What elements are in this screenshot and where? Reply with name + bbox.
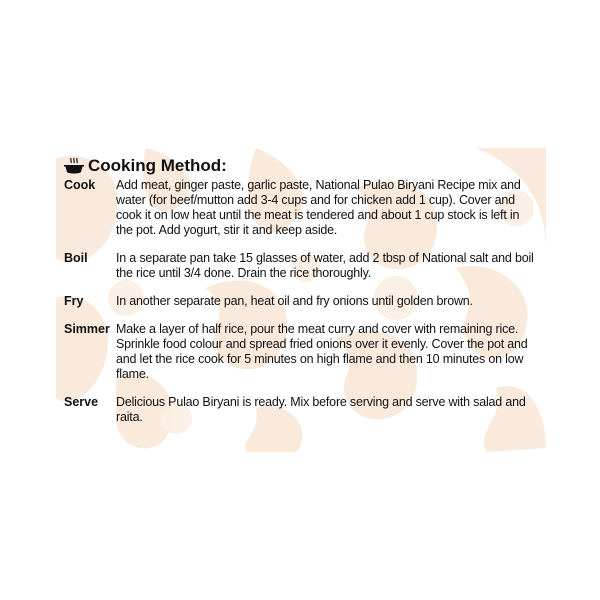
step-name: Cook [64, 178, 96, 192]
step-text: Make a layer of half rice, pour the meat curry and cover with remaining rice. Sprinkle food colour and spread fried onions over it evenly. Cover the pot and and let the rice cook for 5 minutes on high flame and then 10 minutes on low flame. [116, 322, 528, 381]
step-text: In another separate pan, heat oil and fry onions until golden brown. [116, 294, 473, 308]
cooking-pot-icon [64, 157, 84, 175]
step-text: In a separate pan take 15 glasses of water, add 2 tbsp of National salt and boil the rice until 3/4 done. Drain the rice thoroughly. [116, 251, 534, 280]
step-simmer [64, 322, 538, 382]
step-fry [64, 294, 538, 309]
cooking-method-card [56, 148, 546, 452]
step-name: Boil [64, 251, 88, 265]
step-boil [64, 251, 538, 281]
step-text: Delicious Pulao Biryani is ready. Mix before serving and serve with salad and raita. [116, 395, 526, 424]
step-serve [64, 395, 538, 425]
step-name: Serve [64, 395, 99, 409]
step-text: Add meat, ginger paste, garlic paste, National Pulao Biryani Recipe mix and water (for beef/mutton add 3-4 cups and for chicken add 1 cup). Cover and cook it on low heat until the meat is tendered and about 1 cup stock is left in the pot. Add yogurt, stir it and keep aside. [116, 178, 521, 237]
section-heading [64, 154, 227, 178]
step-cook [64, 178, 538, 238]
step-name: Simmer [64, 322, 110, 336]
step-name: Fry [64, 294, 84, 308]
section-title: Cooking Method: [88, 156, 227, 175]
steps-list [64, 178, 538, 438]
